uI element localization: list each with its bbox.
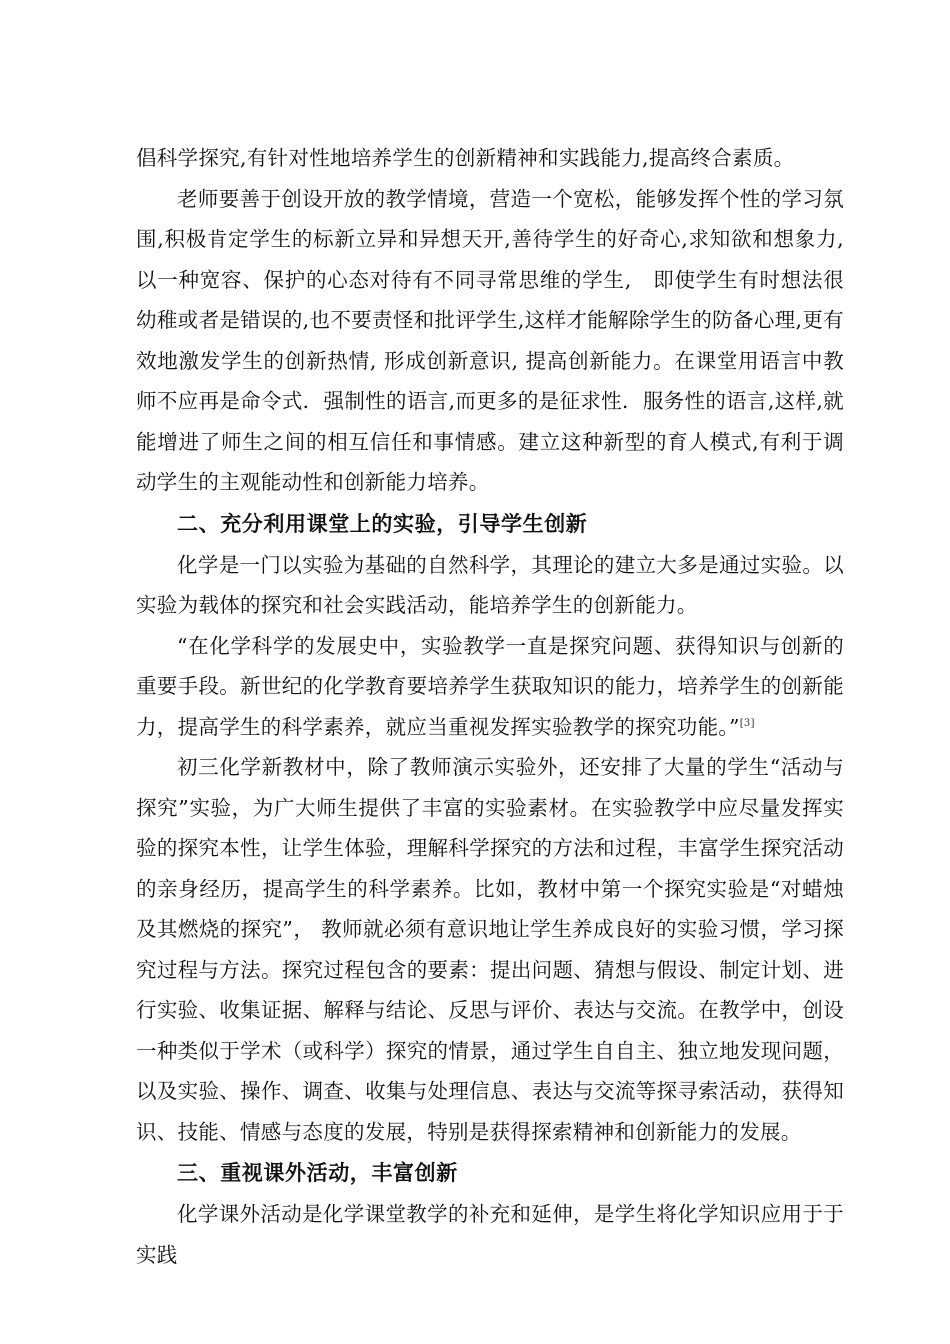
paragraph-teaching-situation: 老师要善于创设开放的教学情境，营造一个宽松，能够发挥个性的学习氛围,积极肯定学生的标新立异和异想天开,善待学生的好奇心,求知欲和想象力,以一种宽容、保护的心态对待有不同寻常思维的学生, 即使学生有时想法很幼稚或者是错误的,也不要责怪和批评学生,这样才能解除学生的防备心理,更有效地激发学生的创新热情, 形成创新意识, 提高创新能力。在课堂用语言中教师不应再是命令式．强制性的语言,而更多的是征求性．服务性的语言,这样,就能增进了师生之间的相互信任和事情感。建立这种新型的育人模式,有利于调动学生的主观能动性和创新能力培养。 [136,186,844,494]
section-heading-2: 二、充分利用课堂上的实验，引导学生创新 [177,511,588,536]
paragraph-chemistry-experiment: 化学是一门以实验为基础的自然科学，其理论的建立大多是通过实验。以实验为载体的探究和社会实践活动，能培养学生的创新能力。 [136,552,844,617]
quotation-text: “在化学科学的发展史中，实验教学一直是探究问题、获得知识与创新的重要手段。新世纪的化学教育要培养学生获取知识的能力，培养学生的创新能力，提高学生的科学素养，就应当重视发挥实验教学的探究功能。” [136,633,844,739]
section-heading-3: 三、重视课外活动，丰富创新 [177,1161,458,1185]
citation-reference: [3] [739,717,755,729]
document-body [136,138,844,1275]
paragraph-extracurricular: 化学课外活动是化学课堂教学的补充和延伸，是学生将化学知识应用于于实践 [136,1202,844,1267]
paragraph-continued: 倡科学探究,有针对性地培养学生的创新精神和实践能力,提高终合素质。 [136,146,795,170]
paragraph-quotation [136,626,844,748]
paragraph-new-textbook: 初三化学新教材中，除了教师演示实验外，还安排了大量的学生“活动与探究”实验，为广大师生提供了丰富的实验素材。在实验教学中应尽量发挥实验的探究本性，让学生体验，理解科学探究的方法和过程，丰富学生探究活动的亲身经历，提高学生的科学素养。比如，教材中第一个探究实验是“对蜡烛及其燃烧的探究”， 教师就必须有意识地让学生养成良好的实验习惯，学习探究过程与方法。探究过程包含的要素：提出问题、猜想与假设、制定计划、进行实验、收集证据、解释与结论、反思与评价、表达与交流。在教学中，创设一种类似于学术（或科学）探究的情景，通过学生自自主、独立地发现问题，以及实验、操作、调查、收集与处理信息、表达与交流等探寻索活动，获得知识、技能、情感与态度的发展，特别是获得探索精神和创新能力的发展。 [136,755,844,1144]
